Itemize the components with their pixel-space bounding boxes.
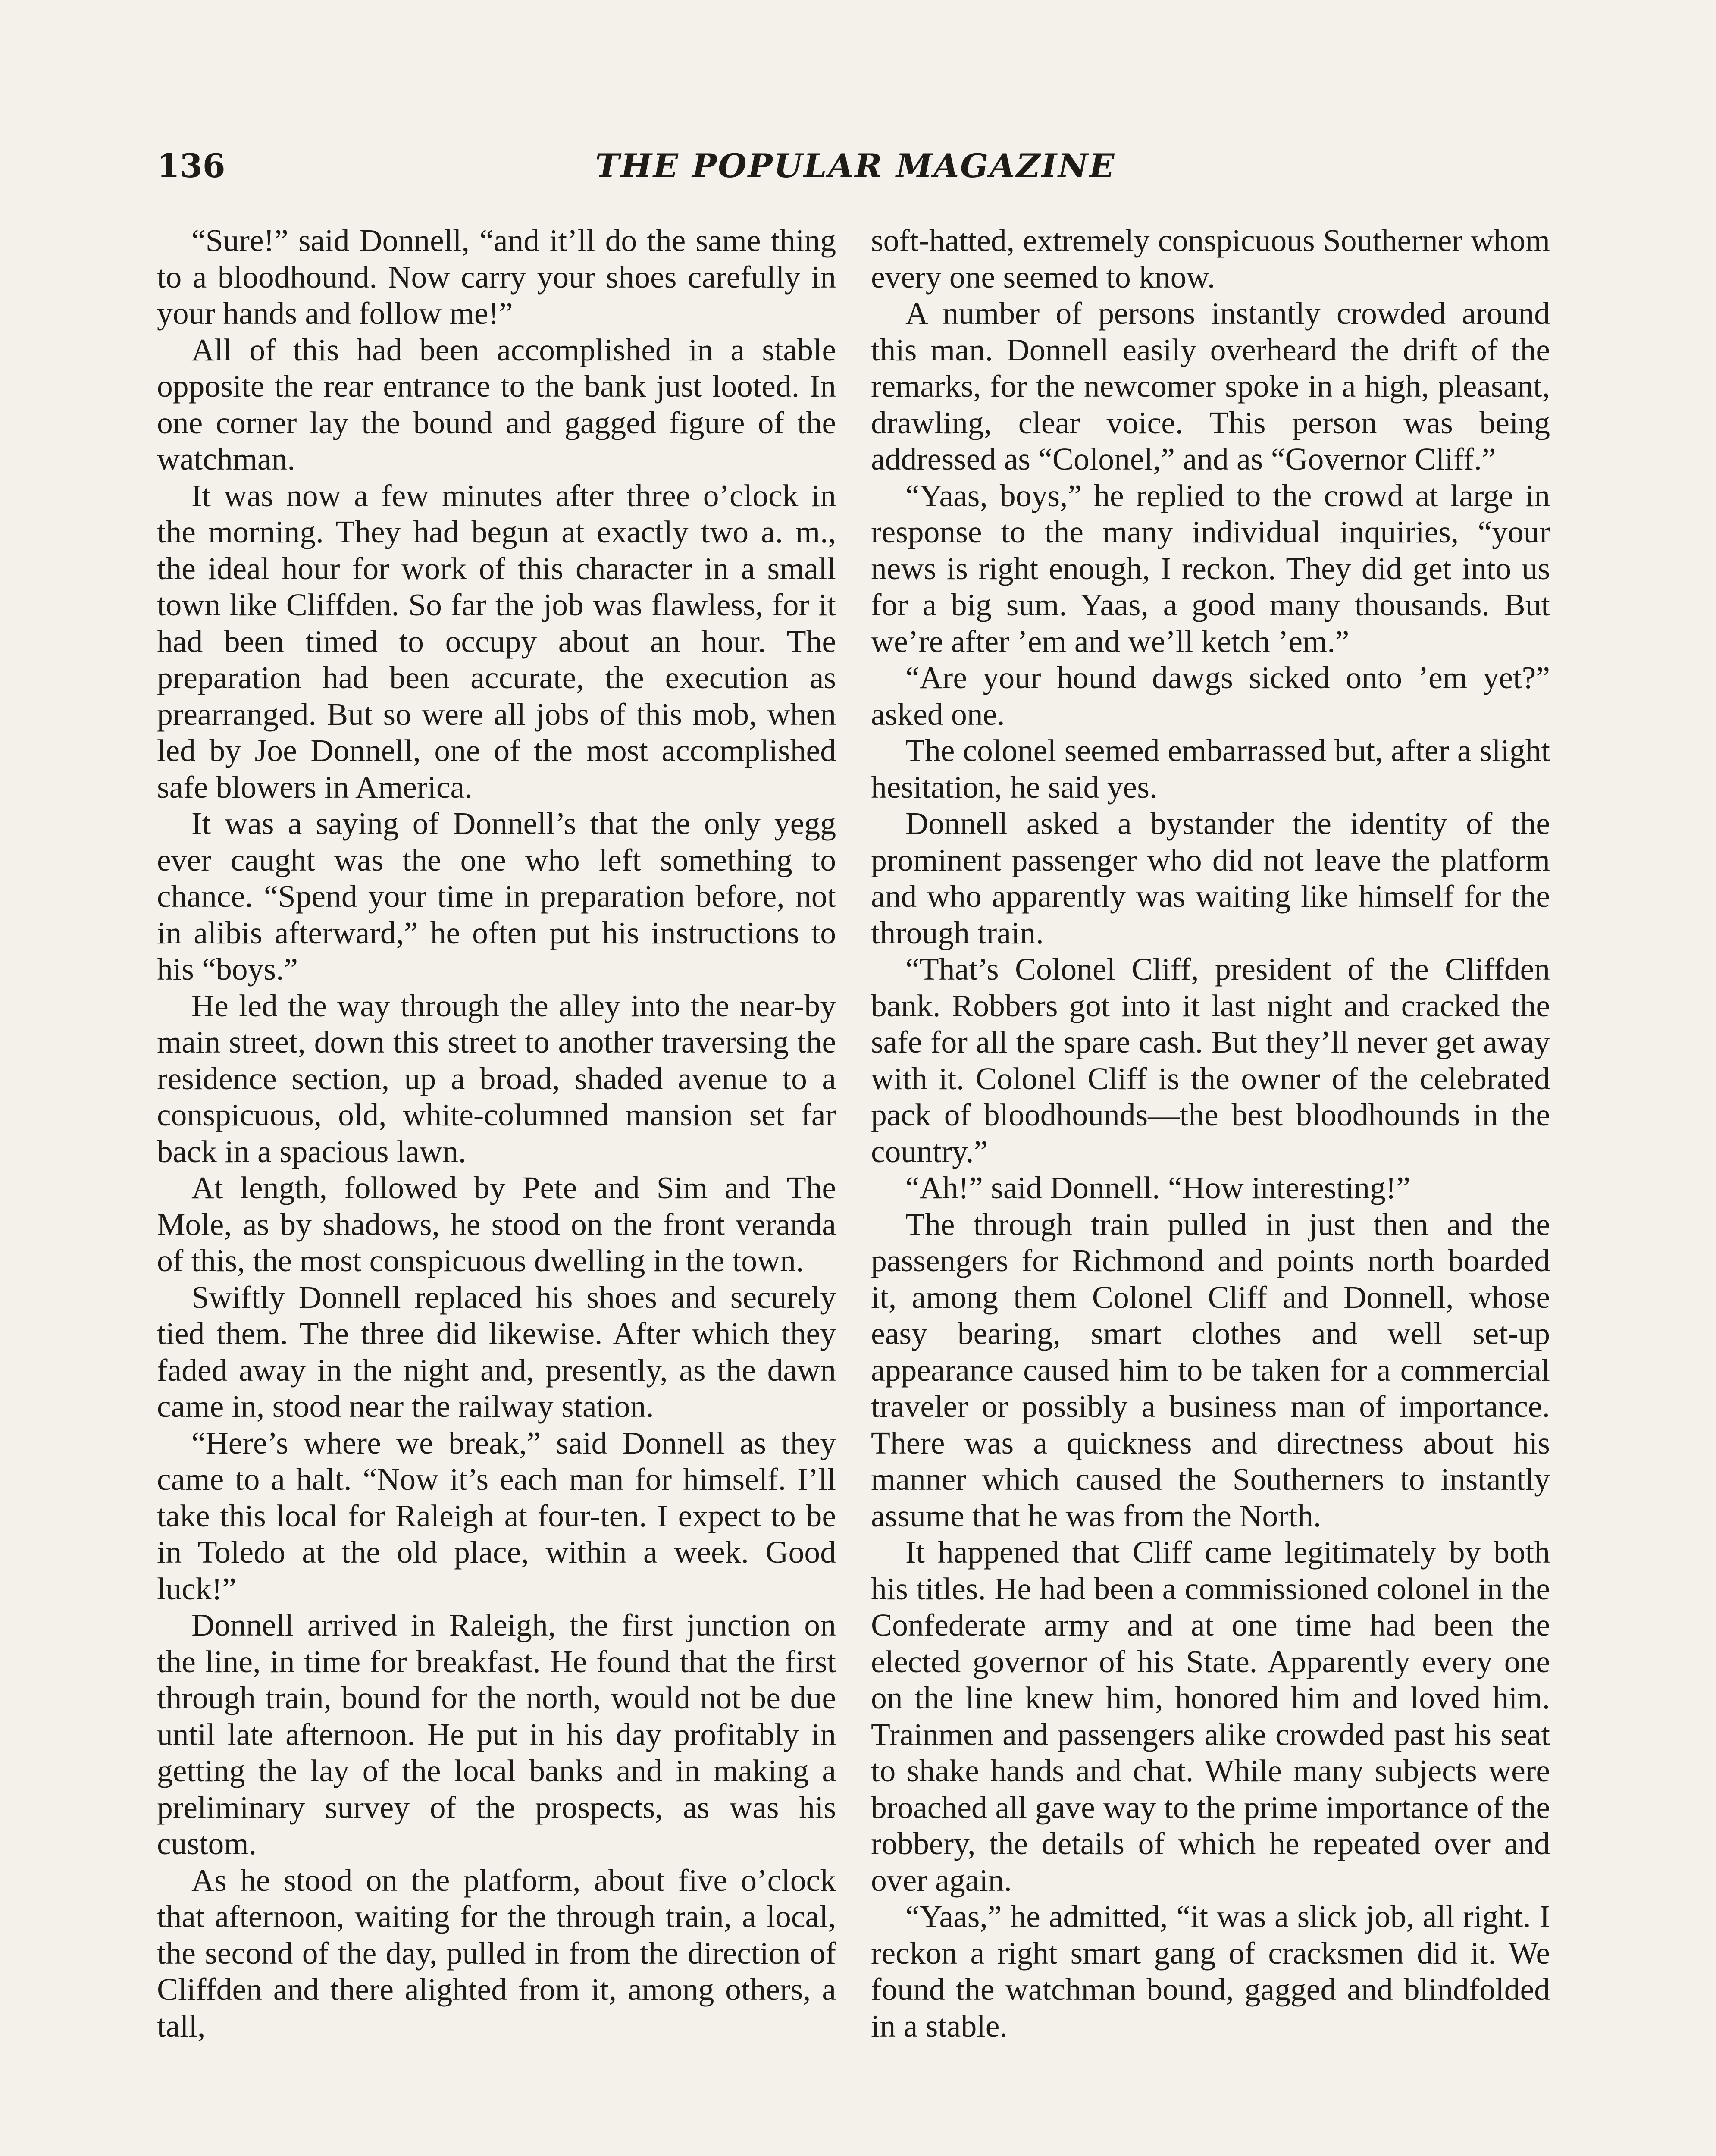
running-title: THE POPULAR MAGAZINE [595,147,1116,185]
paragraph: The colonel seemed embarrassed but, after a slight hesitation, he said yes. [871,733,1550,805]
paragraph: Donnell asked a bystander the identity of the prominent passenger who did not leave the platform and who apparently was waiting like himself for the through train. [871,805,1550,950]
paragraph-continuation: soft-hatted, extremely conspicuous Southerner whom every one seemed to know. [871,222,1550,295]
page-header [157,147,1554,203]
paragraph: All of this had been accomplished in a stable opposite the rear entrance to the bank just looted. In one corner lay the bound and gagged figure of the watchman. [157,332,836,476]
paragraph: Swiftly Donnell replaced his shoes and securely tied them. The three did likewise. After which they faded away in the night and, presently, as the dawn came in, stood near the railway station. [157,1279,836,1424]
paragraph: At length, followed by Pete and Sim and The Mole, as by shadows, he stood on the front veranda of this, the most conspicuous dwelling in the town. [157,1170,836,1278]
paragraph: “Sure!” said Donnell, “and it’ll do the same thing to a bloodhound. Now carry your shoes carefully in your hands and follow me!” [157,222,836,331]
paragraph: Donnell arrived in Raleigh, the first junction on the line, in time for breakfast. He found that the first through train, bound for the north, would not be due until late afternoon. He put in his day profitably in getting the lay of the local banks and in making a preliminary survey of the prospects, as was his custom. [157,1607,836,1861]
paragraph: He led the way through the alley into the near-by main street, down this street to another traversing the residence section, up a broad, shaded avenue to a conspicuous, old, white-columned mansion set far back in a spacious lawn. [157,987,836,1169]
paragraph: A number of persons instantly crowded around this man. Donnell easily overheard the drift of the remarks, for the newcomer spoke in a high, pleasant, drawling, clear voice. This person was being addressed as “Colonel,” and as “Governor Cliff.” [871,295,1550,476]
paragraph: As he stood on the platform, about five o’clock that afternoon, waiting for the through train, a local, the second of the day, pulled in from the direction of Cliffden and there alighted from it, among others, a tall, [157,1862,836,2043]
paragraph: “Are your hound dawgs sicked onto ’em yet?” asked one. [871,660,1550,732]
paragraph: The through train pulled in just then and the passengers for Richmond and points north boarded it, among them Colonel Cliff and Donnell, whose easy bearing, smart clothes and well set-up appearance caused him to be taken for a commercial traveler or possibly a business man of importance. There was a quickness and directness about his manner which caused the Southerners to instantly assume that he was from the North. [871,1206,1550,1533]
left-column [157,222,836,2044]
right-column [871,222,1550,2044]
page-number: 136 [157,147,225,185]
paragraph: It happened that Cliff came legitimately by both his titles. He had been a commissioned colonel in the Confederate army and at one time had been the elected governor of his State. Apparently every one on the line knew him, honored him and loved him. Trainmen and passengers alike crowded past his seat to shake hands and chat. While many subjects were broached all gave way to the prime importance of the robbery, the details of which he repeated over and over again. [871,1534,1550,1898]
paragraph: “That’s Colonel Cliff, president of the Cliffden bank. Robbers got into it last night and cracked the safe for all the spare cash. But they’ll never get away with it. Colonel Cliff is the owner of the celebrated pack of bloodhounds—the best bloodhounds in the country.” [871,951,1550,1169]
paragraph: “Here’s where we break,” said Donnell as they came to a halt. “Now it’s each man for himself. I’ll take this local for Raleigh at four-ten. I expect to be in Toledo at the old place, within a week. Good luck!” [157,1425,836,1606]
paragraph: “Yaas, boys,” he replied to the crowd at large in response to the many individual inquiries, “your news is right enough, I reckon. They did get into us for a big sum. Yaas, a good many thousands. But we’re after ’em and we’ll ketch ’em.” [871,477,1550,659]
paragraph: “Ah!” said Donnell. “How interesting!” [905,1170,1410,1205]
paragraph: It was a saying of Donnell’s that the only yegg ever caught was the one who left something to chance. “Spend your time in preparation before, not in alibis afterward,” he often put his instructions to his “boys.” [157,805,836,987]
paragraph: It was now a few minutes after three o’clock in the morning. They had begun at exactly two a. m., the ideal hour for work of this character in a small town like Cliffden. So far the job was flawless, for it had been timed to occupy about an hour. The preparation had been accurate, the execution as prearranged. But so were all jobs of this mob, when led by Joe Donnell, one of the most accomplished safe blowers in America. [157,477,836,805]
paragraph: “Yaas,” he admitted, “it was a slick job, all right. I reckon a right smart gang of cracksmen did it. We found the watchman bound, gagged and blindfolded in a stable. [871,1899,1550,2043]
